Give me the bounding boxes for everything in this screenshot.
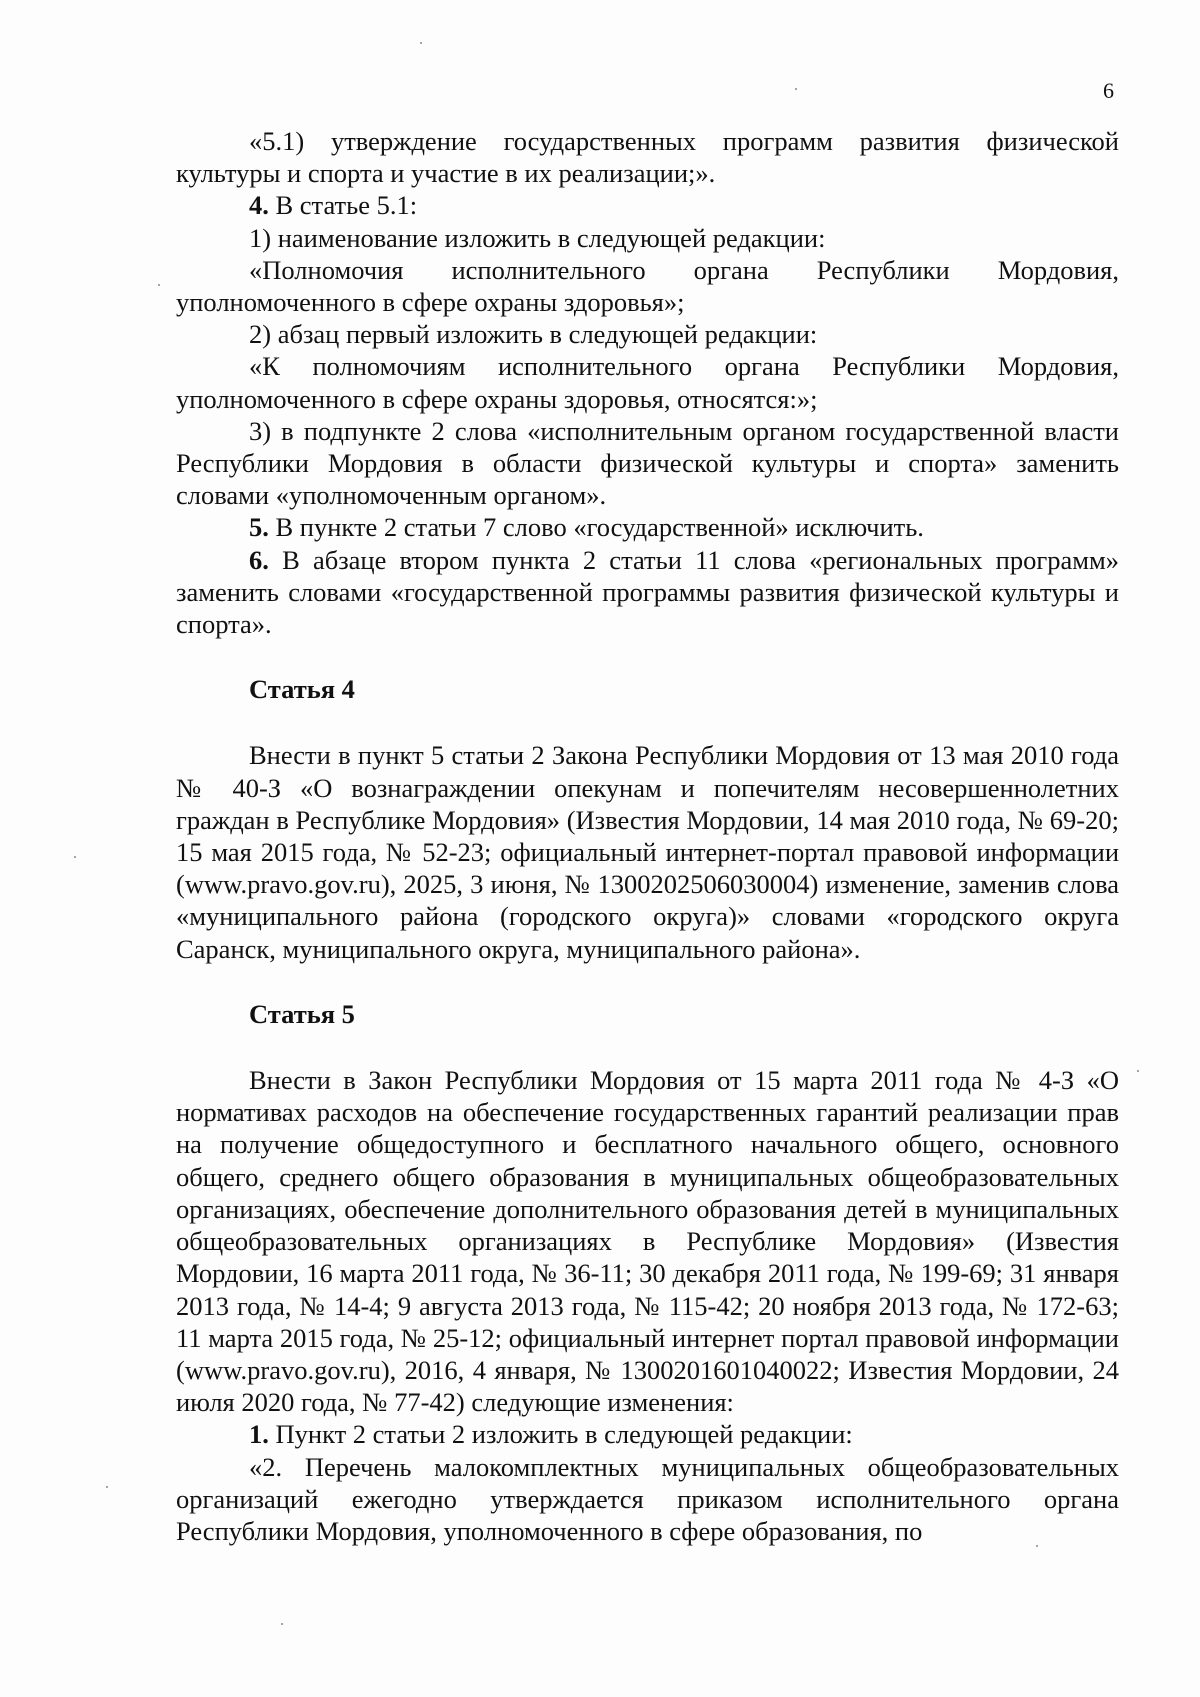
item-text: Пункт 2 статьи 2 изложить в следующей редакции: — [268, 1419, 853, 1450]
article-4-text: Внести в пункт 5 статьи 2 Закона Республики Мордовия от 13 мая 2010 года № 40-З «О вознаграждении опекунам и попечителям несовершеннолетних граждан в Республике Мордовия» (Известия Мордовии, 14 мая 2010 года, № 69-20; 15 мая 2015 года, № 52-23; официальный интернет-портал правовой информации (www.pravo.gov.ru), 2025, 3 июня, № 1300202506030004) изменение, заменив слова «муниципального района (городского округа)» словами «городского округа Саранск, муниципального округа, муниципального района». — [176, 740, 1119, 964]
document-body — [176, 125, 1119, 1547]
scan-speck — [158, 284, 160, 286]
paragraph-item-5 — [176, 511, 1119, 543]
paragraph-item-6 — [176, 544, 1119, 641]
article-5-heading: Статья 5 — [249, 998, 355, 1029]
paragraph-subitem-2: 2) абзац первый изложить в следующей редакции: — [249, 319, 818, 350]
scan-speck — [420, 42, 422, 44]
paragraph-5-1: «5.1) утверждение государственных программ развития физической культуры и спорта и участие в их реализации;». — [176, 126, 1119, 189]
scan-speck — [1036, 1545, 1038, 1547]
article-5-text: Внести в Закон Республики Мордовия от 15 марта 2011 года № 4-З «О нормативах расходов на обеспечение государственных гарантий реализации прав на получение общедоступного и бесплатного начального общего, основного общего, среднего общего образования в муниципальных общеобразовательных организациях, обеспечение дополнительного образования детей в муниципальных общеобразовательных организациях в Республике Мордовия» (Известия Мордовии, 16 марта 2011 года, № 36-11; 30 декабря 2011 года, № 199-69; 31 января 2013 года, № 14-4; 9 августа 2013 года, № 115-42; 20 ноября 2013 года, № 172-63; 11 марта 2015 года, № 25-12; официальный интернет портал правовой информации (www.pravo.gov.ru), 2016, 4 января, № 1300201601040022; Известия Мордовии, 24 июля 2020 года, № 77-42) следующие изменения: — [176, 1065, 1119, 1418]
paragraph-item-4 — [176, 189, 1119, 221]
page-number: 6 — [1103, 78, 1114, 103]
item-text: В статье 5.1: — [268, 190, 418, 221]
paragraph-subitem-3: 3) в подпункте 2 слова «исполнительным органом государственной власти Республики Мордовия в области физической культуры и спорта» заменить словами «уполномоченным органом». — [176, 415, 1119, 511]
paragraph-subitem-1: 1) наименование изложить в следующей редакции: — [249, 222, 826, 253]
paragraph-quote-name: «Полномочия исполнительного органа Республики Мордовия, уполномоченного в сфере охраны здоровья»; — [176, 254, 1119, 318]
scan-speck — [106, 1486, 108, 1488]
item-number: 4. — [249, 190, 269, 221]
scan-speck — [281, 1623, 283, 1625]
item-text: В абзаце втором пункта 2 статьи 11 слова «региональных программ» заменить словами «государственной программы развития физической культуры и спорта». — [176, 544, 1119, 640]
item-text: В пункте 2 статьи 7 слово «государственной» исключить. — [268, 512, 924, 543]
paragraph-quote-first: «К полномочиям исполнительного органа Республики Мордовия, уполномоченного в сфере охраны здоровья, относятся:»; — [176, 351, 1119, 414]
item-number: 1. — [249, 1419, 269, 1450]
scan-speck — [1137, 1070, 1139, 1072]
scan-speck — [74, 856, 76, 858]
article-5-item-1 — [176, 1418, 1119, 1450]
item-number: 5. — [249, 512, 269, 543]
scan-speck — [795, 88, 797, 90]
item-number: 6. — [249, 544, 269, 575]
article-4-heading: Статья 4 — [249, 674, 355, 705]
article-5-item-1-quote: «2. Перечень малокомплектных муниципальных общеобразовательных организаций ежегодно утверждается приказом исполнительного органа Республики Мордовия, уполномоченного в сфере образования, по — [176, 1451, 1119, 1546]
